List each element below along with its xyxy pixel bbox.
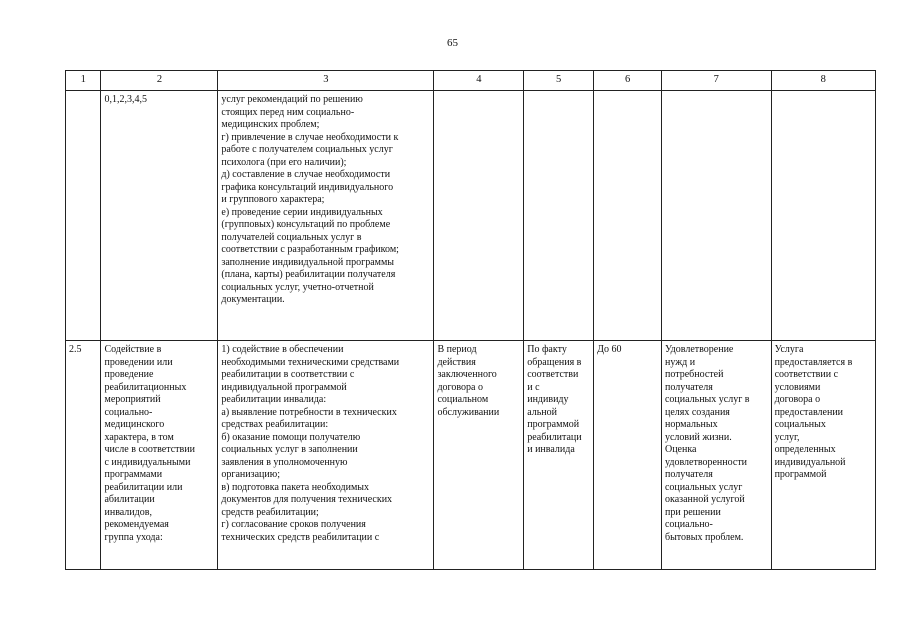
cell-service-name: Содействие в проведении или проведение реабилитационных мероприятий социально- медицинского характера, в том числе в соответствии с индивидуальными программами реабилитации или абилитации инвалидов, рекомендуемая группа ухода: [101, 341, 218, 570]
page-number: 65 [447, 37, 458, 49]
cell-number: 2.5 [66, 341, 101, 570]
column-header: 6 [594, 71, 662, 91]
column-header: 8 [771, 71, 875, 91]
table-header-row [66, 71, 876, 91]
column-header: 3 [218, 71, 434, 91]
cell-duration: До 60 [594, 341, 662, 570]
cell-duration [594, 91, 662, 341]
cell-quality: Удовлетворение нужд и потребностей получателя социальных услуг в целях создания нормальных условий жизни. Оценка удовлетворенности получателя социальных услуг оказанной услугой при решении социально- бытовых проблем. [661, 341, 771, 570]
services-table [65, 70, 876, 570]
cell-period [434, 91, 524, 341]
column-header: 5 [524, 71, 594, 91]
cell-frequency: По факту обращения в соответстви и с индивиду альной программой реабилитаци и инвалида [524, 341, 594, 570]
cell-number [66, 91, 101, 341]
cell-frequency [524, 91, 594, 341]
column-header: 1 [66, 71, 101, 91]
cell-description: услуг рекомендаций по решению стоящих перед ним социально- медицинских проблем; г) привлечение в случае необходимости к работе с получателем социальных услуг психолога (при его наличии); д) составление в случае необходимости графика консультаций индивидуального и группового характера; е) проведение серии индивидуальных (групповых) консультаций по проблеме получателей социальных услуг в соответствии с разработанным графиком; заполнение индивидуальной программы (плана, карты) реабилитации получателя социальных услуг, учетно-отчетной документации. [218, 91, 434, 341]
cell-service-name: 0,1,2,3,4,5 [101, 91, 218, 341]
table-row [66, 91, 876, 341]
column-header: 7 [661, 71, 771, 91]
cell-conditions [771, 91, 875, 341]
table-row [66, 341, 876, 570]
cell-period: В период действия заключенного договора о социальном обслуживании [434, 341, 524, 570]
column-header: 4 [434, 71, 524, 91]
cell-conditions: Услуга предоставляется в соответствии с условиями договора о предоставлении социальных услуг, определенных индивидуальной программой [771, 341, 875, 570]
column-header: 2 [101, 71, 218, 91]
cell-quality [661, 91, 771, 341]
cell-description: 1) содействие в обеспечении необходимыми техническими средствами реабилитации в соответствии с индивидуальной программой реабилитации инвалида: а) выявление потребности в технических средствах реабилитации: б) оказание помощи получателю социальных услуг в заполнении заявления в уполномоченную организацию; в) подготовка пакета необходимых документов для получения технических средств реабилитации; г) согласование сроков получения технических средств реабилитации с [218, 341, 434, 570]
